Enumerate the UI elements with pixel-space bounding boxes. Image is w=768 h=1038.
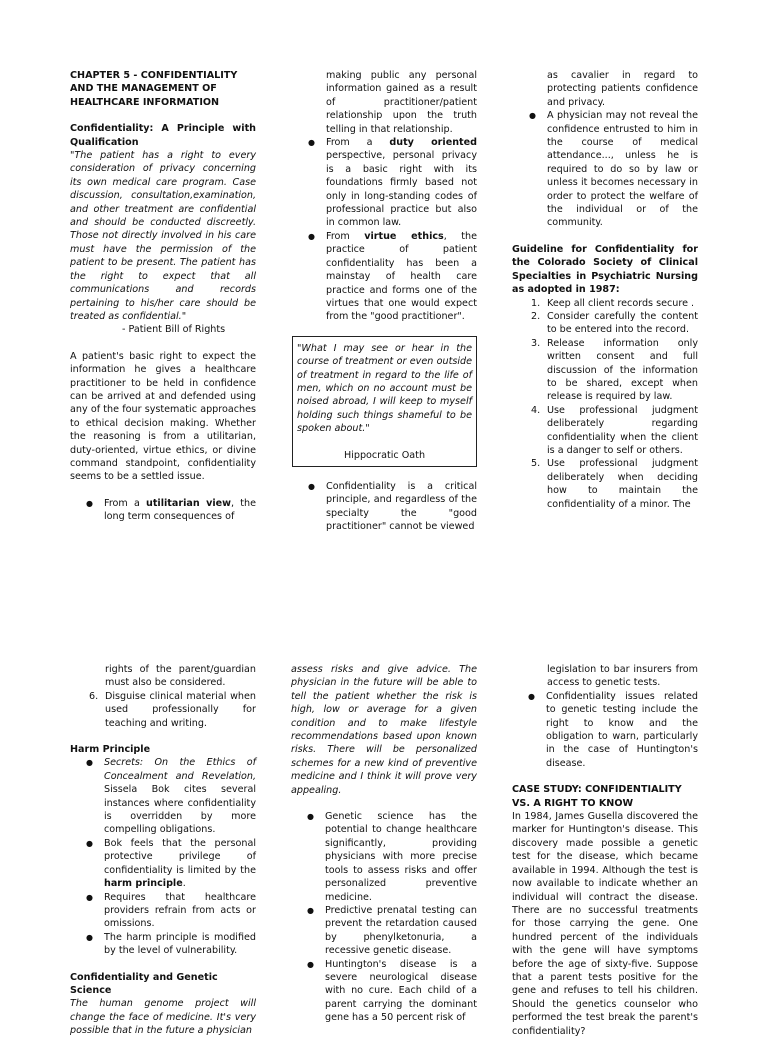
genetic-science-heading: Confidentiality and Genetic Science (70, 971, 218, 996)
genetic-testing-list (512, 690, 698, 770)
section-heading-confidentiality: Confidentiality: A Principle with Qualification (70, 123, 256, 148)
list-item-vulnerability: ● The harm principle is modified by the level of vulnerability. (84, 931, 256, 958)
quote-attribution: - Patient Bill of Rights (122, 324, 226, 336)
list-item-virtue-ethics: ● From virtue ethics, the practice of patient confidentiality has been a mainstay of health care practice and forms one of the virtues that one would expect from the "good practitioner". (306, 230, 477, 324)
bottom-column-1 (70, 663, 256, 1038)
case-study-heading: CASE STUDY: CONFIDENTIALITY VS. A RIGHT TO KNOW (512, 784, 682, 809)
bottom-column-3 (512, 663, 698, 1038)
top-column-3 (512, 69, 698, 511)
guideline-list (527, 297, 698, 512)
hippocratic-oath-quote: "What I may see or hear in the course of treatment or even outside of treatment in regard to the life of men, which on no account must be noised abroad, I will keep to myself holding such things shameful to be spoken about." (297, 342, 472, 435)
guideline-item: 5. Use professional judgment deliberately when deciding how to maintain the confidentiality of a minor. The (531, 458, 698, 510)
utilitarian-continuation: making public any personal information gained as a result of practitioner/patient relationship upon the truth telling in that relationship. (326, 70, 477, 135)
insurers-continuation: legislation to bar insurers from access to genetic tests. (547, 664, 698, 689)
case-study-text: In 1984, James Gusella discovered the marker for Huntington's disease. This discovery made possible a genetic test for the disease, which became available in 1994. Although the test is now available to indicate whether an individual will contract the disease. There are no successful treatments for those carrying the gene. One hundred percent of the individuals with the gene will have symptoms before the age of sixty-five. Suppose that a parent tests positive for the gene and refuses to tell his children. Should the genetics counselor who performed the test break the parent's confidentiality? (512, 811, 698, 1037)
list-item-physician-confidence: ● A physician may not reveal the confidence entrusted to him in the course of medical attendance..., unless he is required to do so by law or unless it becomes necessary in order to protect the welfare of the individual or of the community. (527, 109, 698, 230)
harm-principle-list (70, 756, 256, 957)
bottom-column-2 (291, 663, 477, 1025)
perspective-list (306, 136, 477, 324)
list-item-requires: ● Requires that healthcare providers refrain from acts or omissions. (84, 891, 256, 931)
genetic-science-list (291, 810, 477, 1025)
basic-right-paragraph: A patient's basic right to expect the information he gives a healthcare practitioner to be held in confidence can be arrived at and defended using any of the four systematic approaches to ethical decision making. Whether the reasoning is from a utilitarian, duty-oriented, virtue ethics, or divine command standpoint, confidentiality seems to be a settled issue. (70, 350, 256, 483)
list-item-duty-oriented: ● From a duty oriented perspective, personal privacy is a basic right with its foundations firmly based not only in long-standing codes of professional practice but also in common law. (306, 136, 477, 230)
guideline-item: 4. Use professional judgment deliberately regarding confidentiality when the client is a danger to self or others. (531, 404, 698, 456)
list-item-utilitarian: ● From a utilitarian view, the long term consequences of (84, 497, 256, 524)
hippocratic-oath-box (292, 336, 477, 467)
list-item-genetic-science: ● Genetic science has the potential to change healthcare significantly, providing physicians with more precise tools to assess risks and offer personalized preventive medicine. (305, 810, 477, 904)
guideline-item: 1. Keep all client records secure . (531, 297, 695, 309)
hippocratic-oath-attribution: Hippocratic Oath (343, 449, 426, 461)
list-item-bok: ● Bok feels that the personal protective privilege of confidentiality is limited by the harm principle. (84, 837, 256, 891)
guideline-item: 6. Disguise clinical material when used professionally for teaching and writing. (89, 690, 256, 729)
list-item-testing-issues: ● Confidentiality issues related to genetic testing include the right to know and the obligation to warn, particularly in the case of Huntington's disease. (526, 690, 698, 770)
cavalier-continuation: as cavalier in regard to protecting patients confidence and privacy. (547, 70, 698, 108)
list-item-huntingtons: ● Huntington's disease is a severe neurological disease with no cure. Each child of a parent carrying the dominant gene has a 50 percent risk of (305, 958, 477, 1025)
list-item-prenatal-testing: ● Predictive prenatal testing can prevent the retardation caused by phenylketonuria, a recessive genetic disease. (305, 904, 477, 958)
list-item-secrets: ● Secrets: On the Ethics of Concealment and Revelation, Sissela Bok cites several instances where confidentiality is overridden by more compelling obligations. (84, 756, 256, 836)
chapter-title: CHAPTER 5 - CONFIDENTIALITY AND THE MANAGEMENT OF HEALTHCARE INFORMATION (70, 70, 238, 108)
guideline-item: 3. Release information only written consent and full discussion of the information to be shared, except when release is required by law. (531, 337, 698, 403)
top-column-1 (70, 69, 256, 524)
top-column-2 (297, 69, 477, 534)
guideline-heading: Guideline for Confidentiality for the Colorado Society of Clinical Specialties in Psychiatric Nursing as adopted in 1987: (512, 243, 698, 296)
list-item-critical-principle: ● Confidentiality is a critical principle, and regardless of the specialty the "good practitioner" cannot be viewed (306, 480, 477, 534)
genome-quote: The human genome project will change the face of medicine. It's very possible that in the future a physician (70, 998, 256, 1037)
physician-list (527, 109, 698, 230)
guideline-item: 2. Consider carefully the content to be entered into the record. (531, 310, 698, 336)
approach-list (70, 497, 256, 524)
minor-rights-continuation: rights of the parent/guardian must also be considered. (105, 664, 256, 689)
critical-principle-list (306, 480, 477, 534)
guideline-list-continued (70, 690, 256, 730)
genome-quote-continuation: assess risks and give advice. The physician in the future will be able to tell the patient whether the risk is high, low or average for a given condition and to make lifestyle recommendations based upon known risks. There will be personalized schemes for a new kind of preventive medicine and I think it will prove very appealing. (291, 664, 477, 796)
harm-principle-heading: Harm Principle (70, 744, 151, 756)
patient-bill-quote: "The patient has a right to every consideration of privacy concerning its own medical care program. Case discussion, consultation,examination, and other treatment are confidential and should be conducted discreetly. Those not directly involved in his care must have the permission of the patient to be present. The patient has the right to expect that all communications and records pertaining to his/her care should be treated as confidential." (70, 150, 256, 322)
